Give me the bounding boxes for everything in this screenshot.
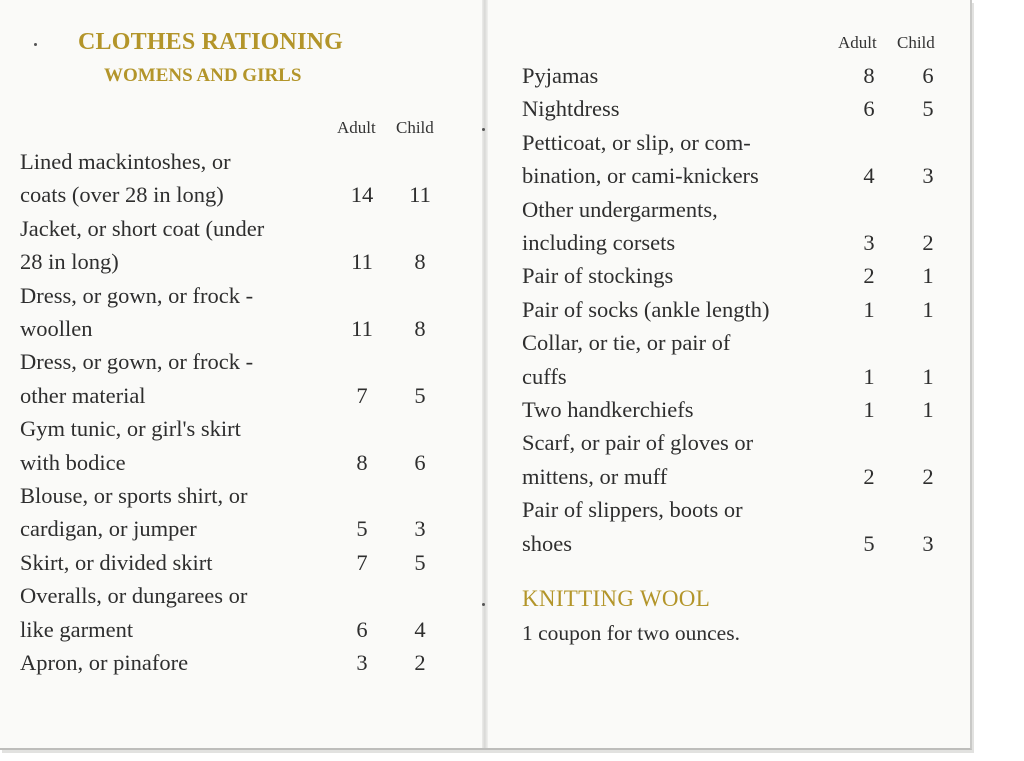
adult-coupon-value: 8 — [863, 63, 875, 88]
page-title: CLOTHES RATIONING — [78, 29, 344, 55]
knitting-wool-heading: KNITTING WOOL — [522, 586, 711, 611]
adult-coupon-value: 1 — [863, 397, 875, 422]
item-label-line: shoes — [522, 530, 572, 556]
item-label-line: Pyjamas — [522, 63, 599, 88]
child-column-header: Child — [897, 33, 935, 52]
page-subtitle: WOMENS AND GIRLS — [104, 65, 302, 86]
item-label-line: Gym tunic, or girl's skirt — [20, 416, 241, 442]
right-page — [488, 0, 970, 748]
item-label-line: 28 in long) — [20, 249, 119, 275]
item-label-line: Scarf, or pair of gloves or — [522, 430, 754, 456]
child-coupon-value: 1 — [922, 263, 934, 289]
child-coupon-value: 8 — [414, 249, 426, 275]
item-label-line: other material — [20, 382, 146, 408]
item-label-line: coats (over 28 in long) — [20, 182, 224, 208]
adult-column-header: Adult — [337, 118, 376, 137]
item-label-line: Pair of socks (ankle length) — [522, 296, 770, 322]
adult-coupon-value: 2 — [863, 263, 875, 289]
child-coupon-value: 3 — [922, 530, 934, 556]
item-label-line: woollen — [20, 316, 93, 341]
item-label-line: Pair of stockings — [522, 263, 674, 289]
item-label-line: Apron, or pinafore — [20, 650, 189, 675]
adult-coupon-value: 11 — [351, 249, 373, 275]
adult-coupon-value: 8 — [356, 449, 368, 475]
child-coupon-value: 1 — [922, 363, 934, 389]
item-label-line: including corsets — [522, 230, 676, 255]
child-coupon-value: 2 — [414, 650, 426, 675]
child-coupon-value: 3 — [414, 516, 426, 542]
print-speck — [482, 128, 485, 131]
adult-coupon-value: 6 — [356, 616, 368, 642]
adult-coupon-value: 5 — [356, 516, 368, 542]
adult-coupon-value: 3 — [356, 650, 368, 675]
item-label-line: Dress, or gown, or frock - — [20, 282, 254, 308]
child-coupon-value: 5 — [922, 96, 934, 122]
adult-coupon-value: 5 — [863, 530, 875, 556]
item-label-line: Petticoat, or slip, or com- — [522, 129, 751, 155]
item-label-line: cuffs — [522, 363, 567, 389]
item-label-line: mittens, or muff — [522, 463, 668, 489]
item-label-line: with bodice — [20, 449, 126, 475]
item-label-line: cardigan, or jumper — [20, 516, 197, 542]
item-label-line: Pair of slippers, boots or — [522, 497, 743, 523]
child-coupon-value: 1 — [922, 296, 934, 322]
child-coupon-value: 6 — [414, 449, 426, 475]
child-coupon-value: 4 — [414, 616, 426, 642]
adult-coupon-value: 4 — [863, 163, 875, 189]
knitting-wool-note: 1 coupon for two ounces. — [522, 621, 740, 645]
child-coupon-value: 5 — [414, 382, 426, 408]
adult-coupon-value: 2 — [863, 463, 875, 489]
child-column-header: Child — [396, 118, 434, 137]
item-label-line: Nightdress — [522, 96, 620, 122]
item-label-line: Blouse, or sports shirt, or — [20, 483, 248, 508]
item-label-line: Two handkerchiefs — [522, 397, 694, 422]
item-label-line: Collar, or tie, or pair of — [522, 330, 731, 356]
adult-coupon-value: 1 — [863, 296, 875, 322]
item-label-line: Overalls, or dungarees or — [20, 583, 248, 609]
adult-coupon-value: 6 — [863, 96, 875, 122]
child-coupon-value: 8 — [414, 316, 426, 341]
item-label-line: bination, or cami-knickers — [522, 163, 759, 189]
adult-coupon-value: 7 — [356, 382, 368, 408]
child-coupon-value: 2 — [922, 230, 934, 255]
adult-coupon-value: 14 — [350, 182, 374, 208]
left-page — [0, 0, 482, 748]
item-label-line: Jacket, or short coat (under — [20, 215, 265, 241]
adult-coupon-value: 7 — [356, 549, 368, 575]
adult-coupon-value: 1 — [863, 363, 875, 389]
child-coupon-value: 11 — [409, 182, 431, 208]
adult-coupon-value: 11 — [351, 316, 373, 341]
child-coupon-value: 3 — [922, 163, 934, 189]
item-label-line: Skirt, or divided skirt — [20, 549, 213, 575]
child-coupon-value: 1 — [922, 397, 934, 422]
child-coupon-value: 2 — [922, 463, 934, 489]
print-speck — [34, 43, 37, 46]
item-label-line: Lined mackintoshes, or — [20, 149, 231, 174]
adult-coupon-value: 3 — [863, 230, 875, 255]
item-label-line: Other undergarments, — [522, 196, 718, 222]
child-coupon-value: 6 — [922, 63, 934, 88]
print-speck — [482, 603, 485, 606]
item-label-line: Dress, or gown, or frock - — [20, 349, 254, 375]
item-label-line: like garment — [20, 616, 134, 642]
adult-column-header: Adult — [838, 33, 877, 52]
child-coupon-value: 5 — [414, 549, 426, 575]
